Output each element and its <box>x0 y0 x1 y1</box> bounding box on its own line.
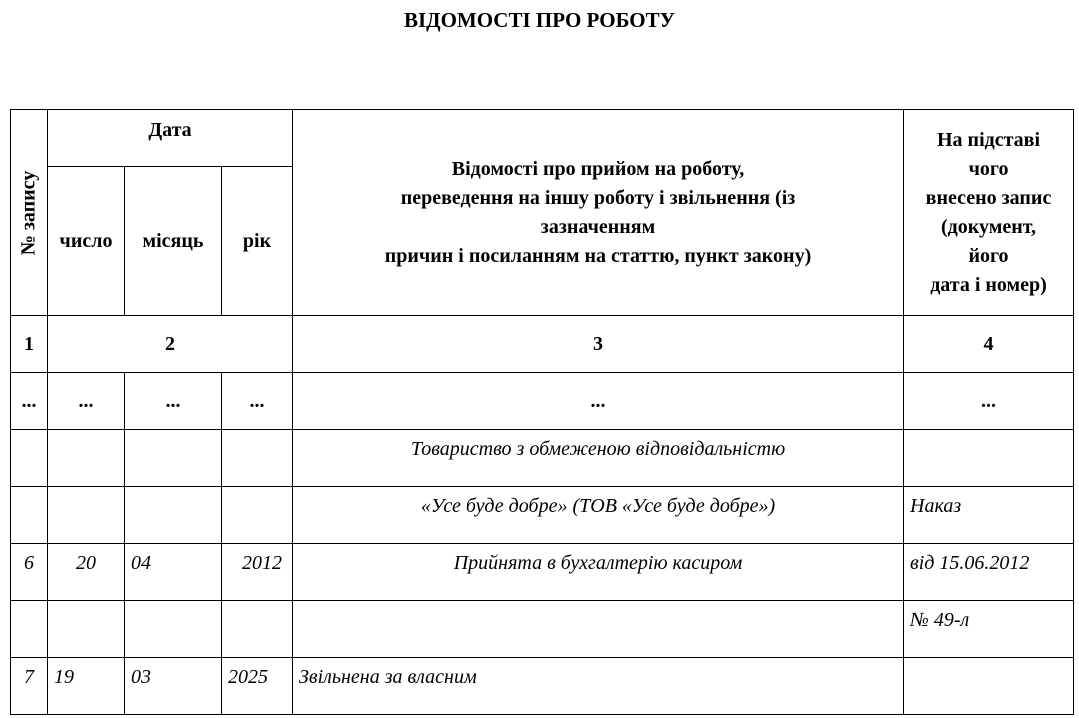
header-basis-line: (документ, <box>940 215 1037 238</box>
document-title: ВІДОМОСТІ ПРО РОБОТУ <box>403 8 676 32</box>
table-row <box>11 487 1074 544</box>
day-cell: 20 <box>48 544 125 601</box>
header-basis <box>904 110 1074 316</box>
column-number-1: 1 <box>11 316 48 373</box>
day-cell <box>48 601 125 658</box>
record-no-cell <box>11 430 48 487</box>
header-record-no-label: № запису <box>17 170 40 255</box>
column-number-row <box>11 316 1074 373</box>
day-cell <box>48 430 125 487</box>
header-basis-line: внесено запис <box>925 186 1052 209</box>
header-info <box>293 110 904 316</box>
info-cell: Товариство з обмеженою відповідальністю <box>293 430 904 487</box>
header-month: місяць <box>125 167 222 316</box>
record-no-cell: 6 <box>11 544 48 601</box>
day-cell <box>48 487 125 544</box>
header-info-line: зазначенням <box>540 215 656 238</box>
header-basis-line: На підставі <box>936 128 1041 151</box>
day-cell: 19 <box>48 658 125 715</box>
header-day: число <box>48 167 125 316</box>
basis-cell: від 15.06.2012 <box>904 544 1074 601</box>
basis-cell <box>904 658 1074 715</box>
info-cell: Звільнена за власним <box>293 658 904 715</box>
column-number-4: 4 <box>904 316 1074 373</box>
ellipsis-cell: ... <box>293 373 904 430</box>
info-cell: Прийнята в бухгалтерію касиром <box>293 544 904 601</box>
ellipsis-cell: ... <box>11 373 48 430</box>
header-record-no <box>11 110 48 316</box>
header-info-line: причин і посиланням на статтю, пункт закону) <box>384 244 812 267</box>
header-row-top <box>11 110 1074 167</box>
month-cell: 04 <box>125 544 222 601</box>
month-cell <box>125 487 222 544</box>
year-cell: 2012 <box>222 544 293 601</box>
column-number-2: 2 <box>48 316 293 373</box>
month-cell <box>125 601 222 658</box>
header-info-line: Відомості про прийом на роботу, <box>451 157 745 180</box>
ellipsis-cell: ... <box>48 373 125 430</box>
header-basis-line: дата і номер) <box>930 273 1047 296</box>
year-cell <box>222 430 293 487</box>
record-no-cell <box>11 487 48 544</box>
table-row <box>11 658 1074 715</box>
record-no-cell <box>11 601 48 658</box>
header-info-line: переведення на іншу роботу і звільнення (із <box>400 186 796 209</box>
ellipsis-row <box>11 373 1074 430</box>
basis-cell <box>904 430 1074 487</box>
month-cell: 03 <box>125 658 222 715</box>
header-basis-line: його <box>968 244 1009 267</box>
table-row <box>11 544 1074 601</box>
column-number-3: 3 <box>293 316 904 373</box>
record-no-cell: 7 <box>11 658 48 715</box>
table-row <box>11 430 1074 487</box>
ellipsis-cell: ... <box>222 373 293 430</box>
ellipsis-cell: ... <box>904 373 1074 430</box>
table-row <box>11 601 1074 658</box>
work-record-table <box>10 109 1074 715</box>
year-cell <box>222 487 293 544</box>
header-year: рік <box>222 167 293 316</box>
info-cell: «Усе буде добре» (ТОВ «Усе буде добре») <box>293 487 904 544</box>
basis-cell: № 49-л <box>904 601 1074 658</box>
info-cell <box>293 601 904 658</box>
year-cell <box>222 601 293 658</box>
year-cell: 2025 <box>222 658 293 715</box>
header-basis-line: чого <box>968 157 1009 180</box>
month-cell <box>125 430 222 487</box>
ellipsis-cell: ... <box>125 373 222 430</box>
basis-cell: Наказ <box>904 487 1074 544</box>
header-date: Дата <box>48 110 293 167</box>
